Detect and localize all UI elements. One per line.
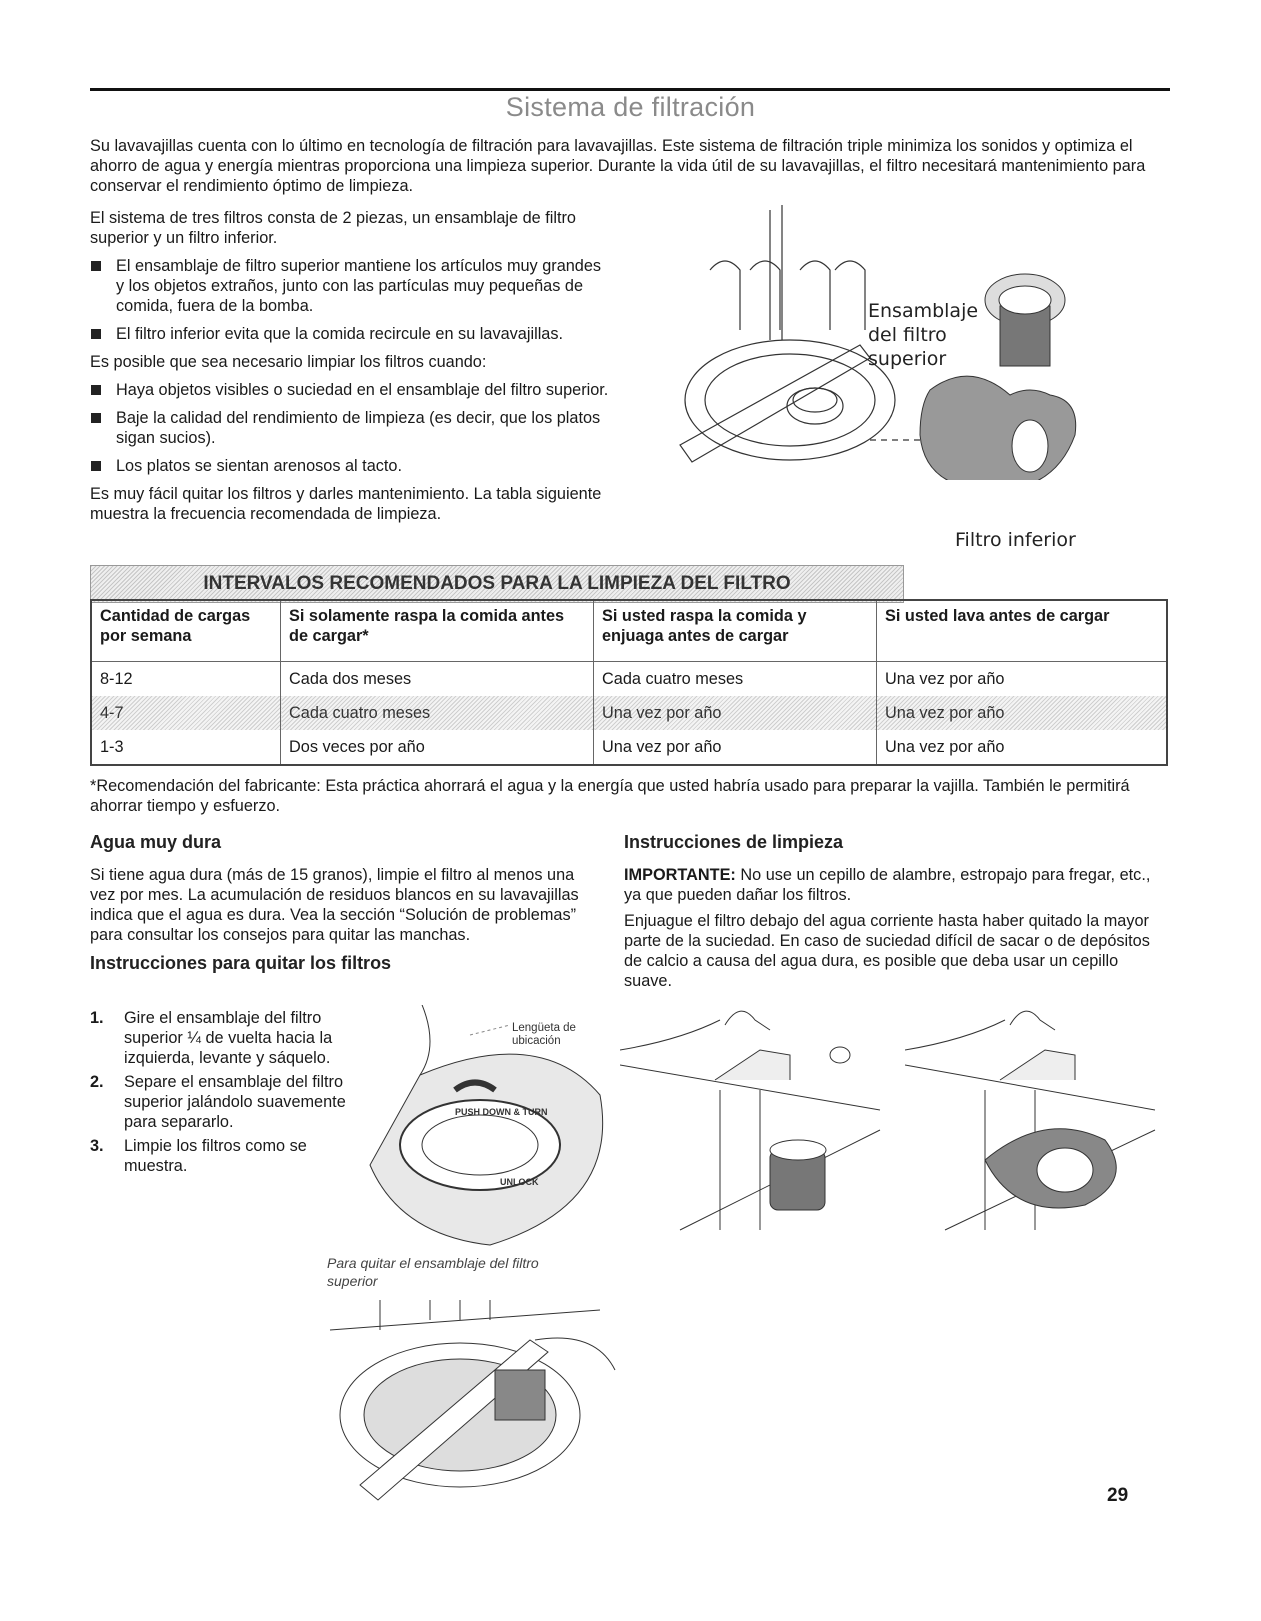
unlock-text: UNLOCK [500,1177,539,1187]
table-cell: Una vez por año [877,662,1168,697]
bullet-item: Los platos se sientan arenosos al tacto. [90,456,610,476]
step-item: 3. Limpie los filtros como se muestra. [90,1137,307,1175]
table-row [91,730,1167,765]
important-note: IMPORTANTE: No use un cepillo de alambre, estropajo para fregar, etc., ya que pueden dañar los filtros. [624,866,1151,904]
sink-upper-filter-illustration [620,1000,900,1250]
bullet-item: Haya objetos visibles o suciedad en el ensamblaje del filtro superior. [90,380,610,400]
hard-water-section [90,832,600,974]
bullet-square-icon [91,385,101,395]
footnote: *Recomendación del fabricante: Esta práctica ahorrará el agua y la energía que usted habría usado para preparar la vajilla. También le permitirá ahorrar tiempo y esfuerzo. [90,777,1130,815]
top-rule [90,88,1170,91]
table-header: Si usted lava antes de cargar [877,600,1168,662]
remove-filters-heading: Instrucciones para quitar los filtros [90,953,392,973]
table-intro-paragraph: Es muy fácil quitar los filtros y darles mantenimiento. La tabla siguiente muestra la frecuencia recomendada de limpieza. [90,485,602,523]
table-header: Si solamente raspa la comida antes de cargar* [281,600,594,662]
push-down-text: PUSH DOWN & TURN [455,1107,548,1117]
cleaning-heading: Instrucciones de limpieza [624,832,844,852]
table-cell: Cada cuatro meses [594,662,877,697]
bullet-square-icon [91,261,101,271]
table-row [91,696,1167,730]
table-cell: Una vez por año [877,730,1168,765]
bullet-item: El ensamblaje de filtro superior mantiene los artículos muy grandes y los objetos extraños, junto con las partículas muy pequeñas de comida, fuera de la bomba. [90,256,610,316]
bullet-square-icon [91,461,101,471]
table-cell: Una vez por año [594,696,877,730]
table-header: Cantidad de cargas por semana [91,600,281,662]
step-item: 1. Gire el ensamblaje del filtro superior ¼ de vuelta hacia la izquierda, levante y sáquelo. [90,1009,333,1067]
bullet-square-icon [91,329,101,339]
dishwasher-filter-illustration [320,1300,620,1510]
table-cell: 1-3 [91,730,281,765]
table-header: Si usted raspa la comida y enjuaga antes de cargar [594,600,877,662]
table-header-row [91,600,1167,662]
table-cell: 8-12 [91,662,281,697]
hard-water-heading: Agua muy dura [90,832,222,852]
upper-filter-label: Ensamblaje del filtro superior [868,300,979,370]
table-cell: Una vez por año [594,730,877,765]
remove-steps [90,1008,365,1176]
system-paragraph: El sistema de tres filtros consta de 2 piezas, un ensamblaje de filtro superior y un filtro inferior. [90,209,576,247]
sink-lower-filter-illustration [905,1000,1165,1250]
page-title: Sistema de filtración [505,92,756,122]
table-row [91,662,1167,697]
cleaning-text: Enjuague el filtro debajo del agua corriente hasta haber quitado la mayor parte de la suciedad. En caso de suciedad difícil de sacar o de depósitos de calcio a causa del agua dura, es posible que deba usar un cepillo suave. [624,912,1150,990]
bullet-item: Baje la calidad del rendimiento de limpieza (es decir, que los platos sigan sucios). [90,408,610,448]
table-cell: Cada dos meses [281,662,594,697]
table-cell: Una vez por año [877,696,1168,730]
table-cell: Cada cuatro meses [281,696,594,730]
bullet-item: El filtro inferior evita que la comida recircule en su lavavajillas. [90,324,610,344]
cleaning-section [624,832,1164,991]
table-cell: 4-7 [91,696,281,730]
step-item: 2. Separe el ensamblaje del filtro superior jalándolo suavemente para separarlo. [90,1073,346,1131]
intro-paragraph: Su lavavajillas cuenta con lo último en tecnología de filtración para lavavajillas. Este sistema de filtración triple minimiza los sonidos y optimiza el ahorro de agua y energía mientras proporciona una limpieza superior. Durante la vida útil de su lavavajillas, el filtro necesitará mantenimiento para conservar el rendimiento óptimo de limpieza. [90,137,1146,195]
remove-caption: Para quitar el ensamblaje del filtro superior [327,1255,539,1289]
bullet-square-icon [91,413,101,423]
clean-when-paragraph: Es posible que sea necesario limpiar los filtros cuando: [90,353,487,371]
table-banner: INTERVALOS RECOMENDADOS PARA LA LIMPIEZA DEL FILTRO [90,565,904,603]
page-number: 29 [1107,1485,1129,1506]
hard-water-text: Si tiene agua dura (más de 15 granos), limpie el filtro al menos una vez por mes. La acumulación de residuos blancos en su lavavajillas indica que el agua es dura. Vea la sección “Solución de problemas” para consultar los consejos para quitar las manchas. [90,866,579,944]
tab-label: Lengüeta de ubicación [512,1022,576,1047]
table-cell: Dos veces por año [281,730,594,765]
cleaning-intervals-table [90,599,1168,766]
left-column [90,208,610,532]
lower-filter-label: Filtro inferior [955,529,1076,551]
